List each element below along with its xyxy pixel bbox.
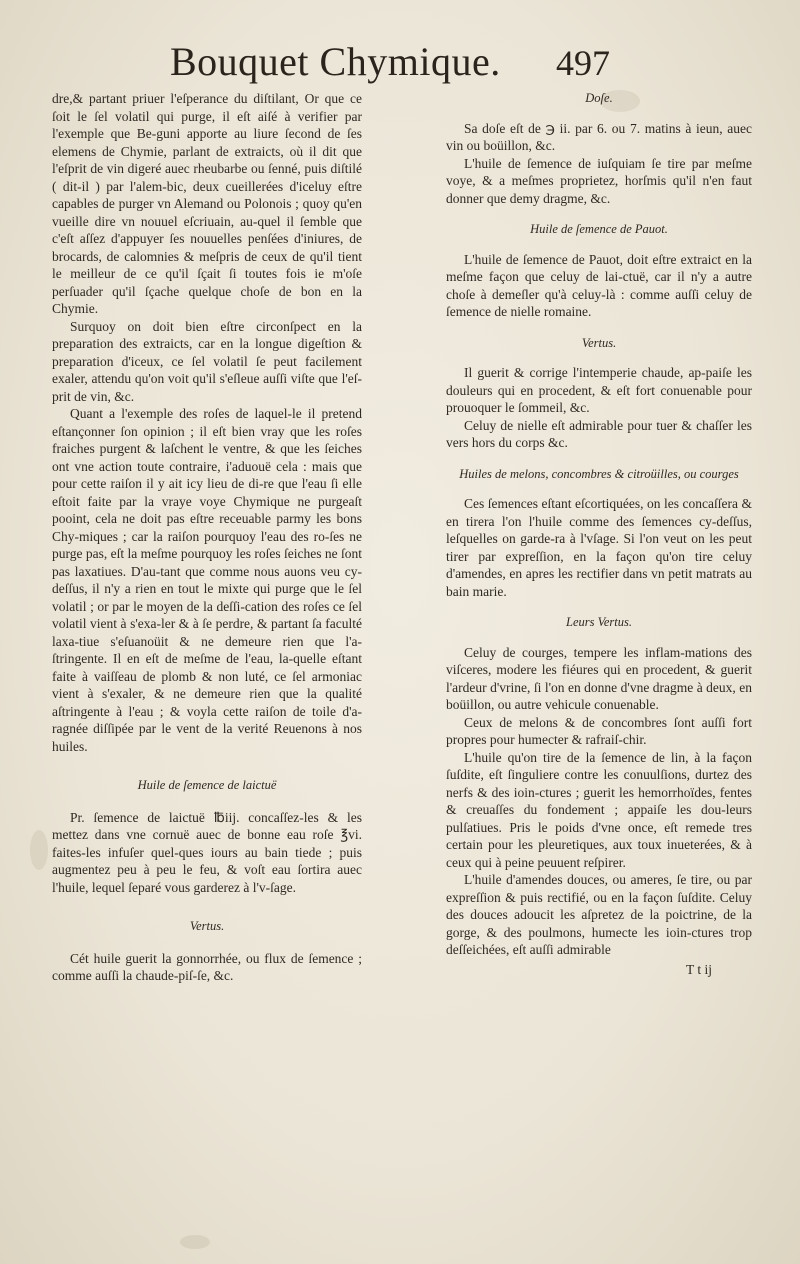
paragraph: Il guerit & corrige l'intemperie chaude, ap-paiſe les douleurs qui en procedent, & eſt fort conuenable pour prouoquer le ſommeil, &c.: [446, 365, 752, 415]
paragraph: Celuy de courges, tempere les inflam-mations des viſceres, modere les fiéures qui en procedent, & guerit l'ardeur d'vrine, ſi l'on en donne d'vne dragme à deux, en boüillon, ou autre vehicule conuenable.: [446, 644, 752, 712]
section-heading: Vertus.: [189, 919, 225, 933]
paragraph: L'huile qu'on tire de la ſemence de lin, à la façon ſuſdite, eſt ſinguliere contre les conuulſions, durtez des nerfs & des ioin-ctures ; guerit les hemorrhoïdes, fentes & creuaſſes du fondement ; appaiſe les dou-leurs pulſatiues. Pris le poids d'vne once, eſt remede tres certain pour les pleuretiques, aux toux inueterées, & à ceux qui à peine peuuent reſpirer.: [446, 749, 752, 870]
left-column: [52, 90, 362, 985]
section-heading: Doſe.: [585, 91, 613, 105]
paragraph: Celuy de nielle eſt admirable pour tuer & chaſſer les vers hors du corps &c.: [446, 417, 752, 450]
paragraph: Ceux de melons & de concombres ſont auſſi fort propres pour humecter & rafraiſ-chir.: [446, 714, 752, 747]
paragraph: L'huile de ſemence de Pauot, doit eſtre extraict en la meſme façon que celuy de lai-ctuë, car il n'y a autre choſe à demeſler qu'à celuy-là : comme auſſi celuy de ſemence de nielle romaine.: [446, 251, 752, 319]
section-heading: Leurs Vertus.: [566, 615, 632, 629]
paragraph: L'huile de ſemence de iuſquiam ſe tire par meſme voye, & a meſmes proprietez, horſmis qu'il n'en faut donner que demy dragme, &c.: [446, 155, 752, 206]
section-heading: Huile de ſemence de laictuë: [137, 778, 277, 792]
paragraph: dre,& partant priuer l'eſperance du diſtilant, Or que ce ſoit le ſel volatil qui purge, il eſt aiſé à verifier par l'exemple que Be-guni apporte au liure ſecond de ſes elemens de Chymie, parlant de extraicts, où il dit que l'eſprit de vin digeré auec rheubarbe ou ſenné, puis diſtilé ( dit-il ) par l'alem-bic, deux cueillerées d'iceluy eſtre capables de purger vn Alemand ou Polonois ; quoy qu'en vueille dire vn nouuel eſcriuain, au-quel il ſemble que c'eſt aſſez d'appuyer ſes nouuelles penſées d'iniures, de brocards, de calomnies & meſpris de ceux de qu'il tient le meilleur de ce qu'il ſçait ſi toutes fois ie m'oſe perſuader qu'il ſçache quelque choſe de bon en la Chymie.: [52, 91, 362, 316]
paragraph: Sa doſe eſt de ℈ ii. par 6. ou 7. matins à ieun, auec vin ou boüillon, &c.: [446, 120, 752, 153]
paragraph: Pr. ſemence de laictuë ℔iij. concaſſez-les & les mettez dans vne cornuë auec de bonne eau roſe ℥vi. faites-les infuſer quel-ques iours au bain tiede ; puis augmentez peu à peu le feu, & voſt eau ſortira auec l'huile, lequel ſeparé vous garderez à l'v-ſage.: [52, 809, 362, 895]
paragraph: L'huile d'amendes douces, ou ameres, ſe tire, ou par expreſſion & puis rectifié, ou en la façon ſuſdite. Celuy des douces adoucit les aſpretez de la poictrine, de la gorge, & des poulmons, humecte les ioin-ctures trop deſſeichées, eſt auſſi admirable: [446, 872, 752, 957]
paper-stain: [30, 830, 48, 870]
page-number: 497: [556, 43, 610, 83]
signature-mark: T t ij: [685, 961, 712, 977]
paragraph: Quant a l'exemple des roſes de laquel-le il pretend eſtançonner ſon opinion ; il eſt bien vray que les roſes fraiches purgent & laſchent le ventre, & que les ſeiches ont vne action toute contraire, i'aduouë cela : mais que pour cette raiſon il y ait icy lieu de di-re que l'eau ſi elle eſtoit faite par la vraye voye Chymique ne purgeaſt pooint, cela ne doit pas eſtre receuable parmy les bons Chy-miques ; car la raiſon pourquoy l'eau des ro-ſes ne purge pas, eſt la meſme pourquoy les roſes ſeiches ne ſont pas laxatiues. D'au-tant que comme nous auons veu cy-deſſus, il n'y a rien en tout le mixte qui purge que le ſel volatil ; or par le moyen de la deſſi-cation des roſes ce ſel volatil vient à s'exa-ler & à ſe perdre, & partant ſa faculté laxa-tiue s'eſuanoüit & ne demeure rien que l'a-ſtringente. Il en eſt de meſme de l'eau, la-quelle eſtant faite à vaiſſeau de plomb & non luté, ce ſel armoniac vient à s'exaler, & ne demeure rien que la qualité aſtringente à l'eau ; & voyla cette raiſon de toile d'a-ragnée diſſipée par le vent de la verité Reuenons à nos huiles.: [52, 406, 362, 754]
paper-stain: [180, 1235, 210, 1249]
section-heading: Huile de ſemence de Pauot.: [530, 222, 668, 236]
paragraph: Ces ſemences eſtant eſcortiquées, on les concaſſera & en tirera l'on l'huile comme des ſemences cy-deſſus, leſquelles on garde-ra à l'vſage. Si l'on veut on les peut tirer par expreſſion, en la façon qu'on tire celuy d'amendes, en apres les rectifier dans vn petit matrats au bain marie.: [446, 496, 752, 599]
paragraph: Surquoy on doit bien eſtre circonſpect en la preparation des extraicts, car en la longue digeſtion & preparation d'iceux, ce ſel volatil ſe peut facilement exaler, attendu qu'on voit qu'il s'eſleue auſſi viſte que l'eſ-prit de vin, &c.: [52, 318, 362, 404]
section-heading: Vertus.: [581, 335, 617, 350]
page-header: [0, 38, 800, 88]
paragraph: Cét huile guerit la gonnorrhée, ou flux de ſemence ; comme auſſi la chaude-piſ-ſe, &c.: [52, 950, 362, 983]
running-title: Bouquet Chymique.: [170, 39, 501, 84]
section-heading: Huiles de melons, concombres & citroüilles, ou courges: [459, 466, 739, 481]
right-column: [446, 90, 752, 978]
